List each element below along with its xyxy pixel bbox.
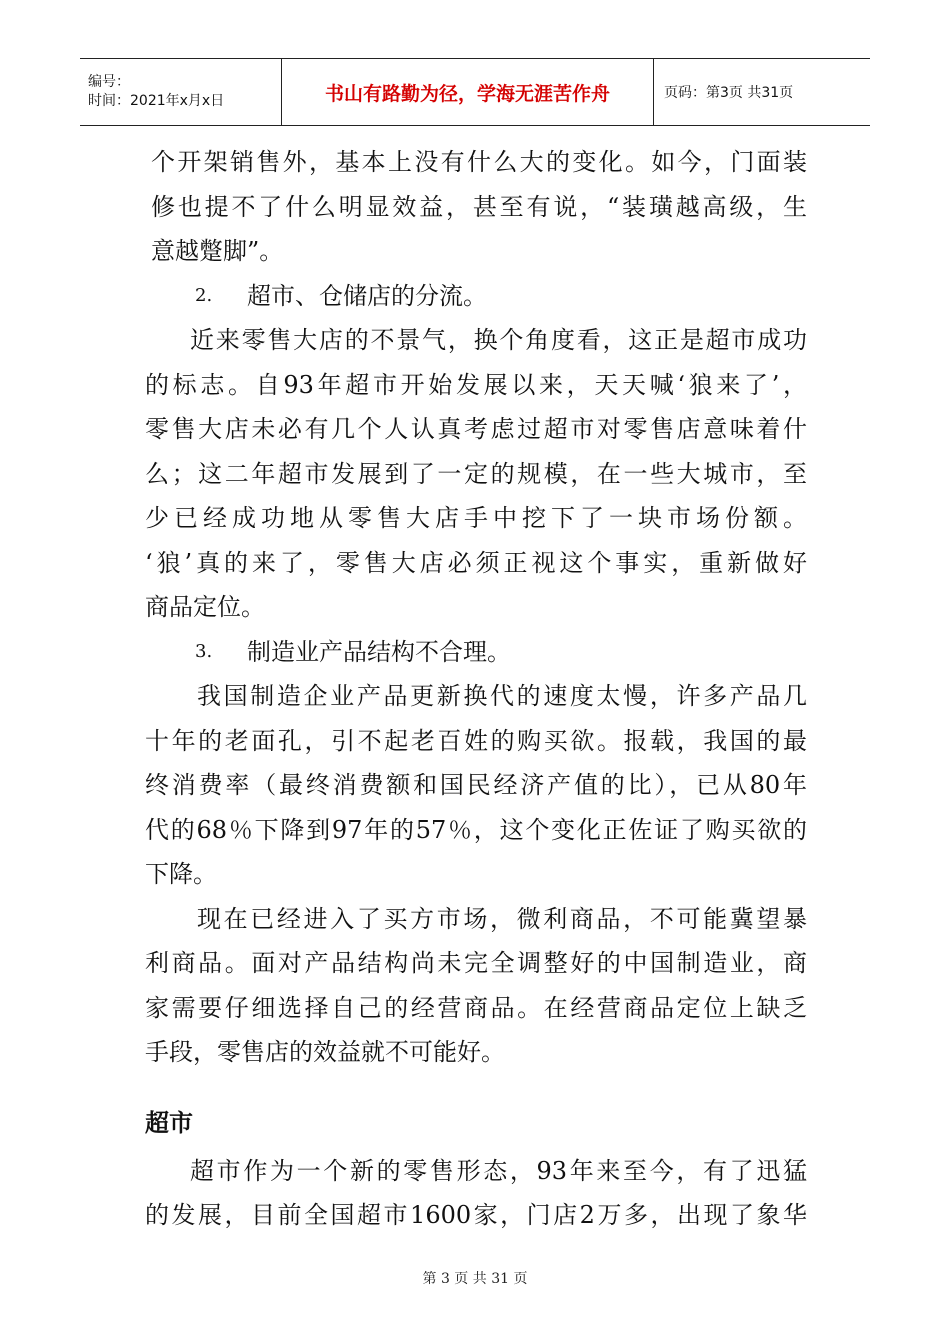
text-line: 修也提不了什么明显效益，甚至有说，“装璜越高级，生 [151,192,807,221]
text-line: 商品定位。 [145,593,265,621]
header-meta [80,59,282,125]
document-body [145,140,807,1238]
text-line: 超市作为一个新的零售形态，93年来至今，有了迅猛 [190,1156,807,1185]
list-number: 2. [195,284,213,306]
paragraph-3 [145,674,807,897]
text-line: 代的68％下降到97年的57％，这个变化正佐证了购买欲的 [145,815,807,844]
text-line: 的标志。自93年超市开始发展以来，天天喊‘狼来了’， [145,370,807,399]
text-line: 下降。 [145,860,217,888]
list-item-3 [145,630,807,675]
text-line: 利商品。面对产品结构尚未完全调整好的中国制造业，商 [145,949,807,977]
paragraph-2 [145,318,807,630]
page-footer: 第 3 页 共 31 页 [422,1271,528,1287]
text-line: 现在已经进入了买方市场，微利商品，不可能冀望暴 [197,904,807,933]
text-line: 十年的老面孔，引不起老百姓的购买欲。报载，我国的最 [145,726,807,755]
date-label: 时间：2021年x月x日 [88,93,225,109]
text-line: 个开架销售外，基本上没有什么大的变化。如今，门面装 [151,148,807,176]
section-heading: 超市 [145,1108,193,1137]
text-line: 么；这二年超市发展到了一定的规模，在一些大城市，至 [145,459,807,488]
header-page-info: 页码：第3页 共31页 [664,85,794,101]
section-gap [145,1075,807,1101]
list-text: 制造业产品结构不合理。 [247,637,511,666]
serial-label: 编号： [88,74,130,90]
text-line: 我国制造企业产品更新换代的速度太慢，许多产品几 [197,682,807,710]
paragraph-4 [145,897,807,1075]
text-line: 的发展，目前全国超市1600家，门店2万多，出现了象华 [145,1201,807,1229]
header-motto [282,59,654,125]
page-header [80,58,870,126]
text-line: 终消费率（最终消费额和国民经济产值的比），已从80年 [145,771,807,799]
text-line: 少已经成功地从零售大店手中挖下了一块市场份额。 [145,504,807,532]
list-item-2 [145,274,807,319]
text-line: 家需要仔细选择自己的经营商品。在经营商品定位上缺乏 [145,993,807,1022]
list-number: 3. [195,640,213,662]
list-text: 超市、仓储店的分流。 [247,281,487,310]
motto-text: 书山有路勤为径，学海无涯苦作舟 [324,82,610,105]
text-line: 意越蹩脚”。 [151,237,284,265]
paragraph-1 [145,140,807,274]
text-line: 手段，零售店的效益就不可能好。 [145,1038,505,1066]
paragraph-5 [145,1149,807,1238]
text-line: 零售大店未必有几个人认真考虑过超市对零售店意味着什 [145,415,807,443]
text-line: 近来零售大店的不景气，换个角度看，这正是超市成功 [190,326,807,354]
text-line: ‘狼’真的来了，零售大店必须正视这个事实，重新做好 [145,548,807,577]
